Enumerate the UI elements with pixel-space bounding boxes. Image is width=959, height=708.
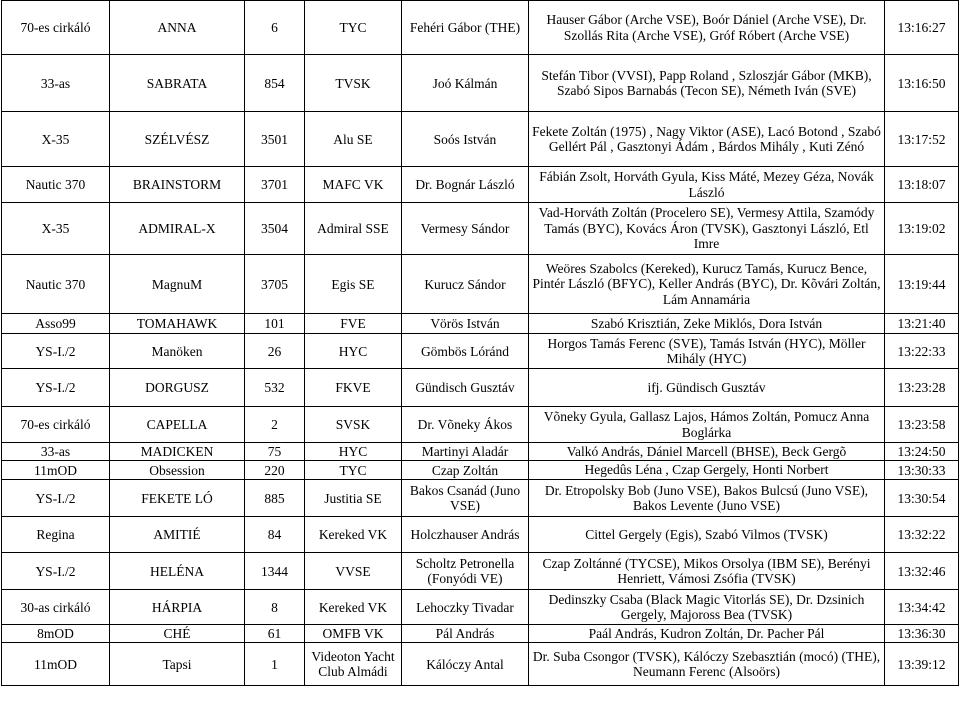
class-cell: Nautic 370 [2, 255, 110, 314]
skipper-cell: Czap Zoltán [402, 461, 529, 480]
table-row [2, 1, 959, 55]
boat-name-cell: ADMIRAL-X [110, 203, 245, 255]
club-cell: TVSK [305, 55, 402, 112]
boat-name-cell: AMITIÉ [110, 517, 245, 553]
class-cell: 30-as cirkáló [2, 590, 110, 625]
boat-name-cell: Manöken [110, 334, 245, 369]
skipper-cell: Fehéri Gábor (THE) [402, 1, 529, 55]
class-cell: 11mOD [2, 461, 110, 480]
crew-cell: Weöres Szabolcs (Kereked), Kurucz Tamás, Kurucz Bence, Pintér László (BFYC), Keller András (BYC), Dr. Kõvári Zoltán, Lám Annamária [529, 255, 885, 314]
time-cell: 13:23:28 [885, 369, 959, 407]
time-cell: 13:36:30 [885, 625, 959, 643]
class-cell: 33-as [2, 443, 110, 461]
time-cell: 13:24:50 [885, 443, 959, 461]
skipper-cell: Scholtz Petronella (Fonyódi VE) [402, 553, 529, 590]
skipper-cell: Kurucz Sándor [402, 255, 529, 314]
crew-cell: Dr. Etropolsky Bob (Juno VSE), Bakos Bulcsú (Juno VSE), Bakos Levente (Juno VSE) [529, 480, 885, 517]
crew-cell: Dedinszky Csaba (Black Magic Vitorlás SE), Dr. Dzsinich Gergely, Majoross Bea (TVSK) [529, 590, 885, 625]
sail-number-cell: 8 [245, 590, 305, 625]
time-cell: 13:16:27 [885, 1, 959, 55]
club-cell: Egis SE [305, 255, 402, 314]
time-cell: 13:23:58 [885, 407, 959, 443]
crew-cell: Stefán Tibor (VVSI), Papp Roland , Szloszjár Gábor (MKB), Szabó Sipos Barnabás (Tecon SE), Németh Iván (SVE) [529, 55, 885, 112]
table-row [2, 625, 959, 643]
table-row [2, 334, 959, 369]
time-cell: 13:39:12 [885, 643, 959, 686]
class-cell: 70-es cirkáló [2, 1, 110, 55]
skipper-cell: Dr. Võneky Ákos [402, 407, 529, 443]
table-row [2, 167, 959, 203]
class-cell: 33-as [2, 55, 110, 112]
class-cell: Nautic 370 [2, 167, 110, 203]
boat-name-cell: Obsession [110, 461, 245, 480]
sail-number-cell: 2 [245, 407, 305, 443]
table-row [2, 461, 959, 480]
club-cell: TYC [305, 461, 402, 480]
sail-number-cell: 101 [245, 314, 305, 334]
table-row [2, 407, 959, 443]
skipper-cell: Soós István [402, 112, 529, 167]
crew-cell: Võneky Gyula, Gallasz Lajos, Hámos Zoltán, Pomucz Anna Boglárka [529, 407, 885, 443]
crew-cell: Hegedûs Léna , Czap Gergely, Honti Norbert [529, 461, 885, 480]
table-row [2, 517, 959, 553]
crew-cell: Horgos Tamás Ferenc (SVE), Tamás István (HYC), Möller Mihály (HYC) [529, 334, 885, 369]
boat-name-cell: HÁRPIA [110, 590, 245, 625]
club-cell: Kereked VK [305, 517, 402, 553]
table-row [2, 369, 959, 407]
crew-cell: Hauser Gábor (Arche VSE), Boór Dániel (Arche VSE), Dr. Szollás Rita (Arche VSE), Gróf Róbert (Arche VSE) [529, 1, 885, 55]
table-row [2, 314, 959, 334]
club-cell: VVSE [305, 553, 402, 590]
skipper-cell: Gündisch Gusztáv [402, 369, 529, 407]
skipper-cell: Vermesy Sándor [402, 203, 529, 255]
table-row [2, 590, 959, 625]
class-cell: X-35 [2, 203, 110, 255]
table-row [2, 55, 959, 112]
results-table [1, 0, 959, 686]
skipper-cell: Gömbös Lóránd [402, 334, 529, 369]
sail-number-cell: 220 [245, 461, 305, 480]
crew-cell: Fábián Zsolt, Horváth Gyula, Kiss Máté, Mezey Géza, Novák László [529, 167, 885, 203]
time-cell: 13:22:33 [885, 334, 959, 369]
sail-number-cell: 61 [245, 625, 305, 643]
club-cell: HYC [305, 334, 402, 369]
time-cell: 13:19:44 [885, 255, 959, 314]
time-cell: 13:32:22 [885, 517, 959, 553]
boat-name-cell: CAPELLA [110, 407, 245, 443]
crew-cell: Paál András, Kudron Zoltán, Dr. Pacher Pál [529, 625, 885, 643]
class-cell: Asso99 [2, 314, 110, 334]
club-cell: Admiral SSE [305, 203, 402, 255]
sail-number-cell: 1 [245, 643, 305, 686]
time-cell: 13:30:33 [885, 461, 959, 480]
table-row [2, 112, 959, 167]
club-cell: Kereked VK [305, 590, 402, 625]
table-row [2, 553, 959, 590]
skipper-cell: Lehoczky Tivadar [402, 590, 529, 625]
skipper-cell: Martinyi Aladár [402, 443, 529, 461]
crew-cell: Cittel Gergely (Egis), Szabó Vilmos (TVSK) [529, 517, 885, 553]
skipper-cell: Joó Kálmán [402, 55, 529, 112]
skipper-cell: Pál András [402, 625, 529, 643]
sail-number-cell: 3705 [245, 255, 305, 314]
table-row [2, 203, 959, 255]
class-cell: YS-I./2 [2, 553, 110, 590]
club-cell: SVSK [305, 407, 402, 443]
boat-name-cell: SZÉLVÉSZ [110, 112, 245, 167]
crew-cell: ifj. Gündisch Gusztáv [529, 369, 885, 407]
table-row [2, 643, 959, 686]
boat-name-cell: DORGUSZ [110, 369, 245, 407]
table-row [2, 255, 959, 314]
club-cell: FKVE [305, 369, 402, 407]
club-cell: OMFB VK [305, 625, 402, 643]
boat-name-cell: ANNA [110, 1, 245, 55]
boat-name-cell: HELÉNA [110, 553, 245, 590]
crew-cell: Szabó Krisztián, Zeke Miklós, Dora István [529, 314, 885, 334]
club-cell: HYC [305, 443, 402, 461]
sail-number-cell: 532 [245, 369, 305, 407]
boat-name-cell: FEKETE LÓ [110, 480, 245, 517]
club-cell: MAFC VK [305, 167, 402, 203]
sail-number-cell: 3701 [245, 167, 305, 203]
boat-name-cell: BRAINSTORM [110, 167, 245, 203]
table-row [2, 480, 959, 517]
boat-name-cell: Tapsi [110, 643, 245, 686]
time-cell: 13:18:07 [885, 167, 959, 203]
class-cell: 11mOD [2, 643, 110, 686]
skipper-cell: Kálóczy Antal [402, 643, 529, 686]
club-cell: FVE [305, 314, 402, 334]
crew-cell: Fekete Zoltán (1975) , Nagy Viktor (ASE), Lacó Botond , Szabó Gellért Pál , Gasztonyi Ádám , Bárdos Mihály , Kuti Zénó [529, 112, 885, 167]
club-cell: Videoton Yacht Club Almádi [305, 643, 402, 686]
time-cell: 13:16:50 [885, 55, 959, 112]
time-cell: 13:21:40 [885, 314, 959, 334]
table-row [2, 443, 959, 461]
crew-cell: Valkó András, Dániel Marcell (BHSE), Beck Gergõ [529, 443, 885, 461]
club-cell: TYC [305, 1, 402, 55]
skipper-cell: Bakos Csanád (Juno VSE) [402, 480, 529, 517]
skipper-cell: Dr. Bognár László [402, 167, 529, 203]
skipper-cell: Vörös István [402, 314, 529, 334]
time-cell: 13:17:52 [885, 112, 959, 167]
time-cell: 13:30:54 [885, 480, 959, 517]
boat-name-cell: TOMAHAWK [110, 314, 245, 334]
boat-name-cell: SABRATA [110, 55, 245, 112]
sail-number-cell: 3501 [245, 112, 305, 167]
crew-cell: Vad-Horváth Zoltán (Procelero SE), Vermesy Attila, Szamódy Tamás (BYC), Kovács Áron (TVSK), Gasztonyi László, Etl Imre [529, 203, 885, 255]
sail-number-cell: 84 [245, 517, 305, 553]
class-cell: YS-I./2 [2, 480, 110, 517]
crew-cell: Czap Zoltánné (TYCSE), Mikos Orsolya (IBM SE), Berényi Henriett, Vámosi Zsófia (TVSK) [529, 553, 885, 590]
sail-number-cell: 26 [245, 334, 305, 369]
club-cell: Alu SE [305, 112, 402, 167]
boat-name-cell: CHÉ [110, 625, 245, 643]
time-cell: 13:19:02 [885, 203, 959, 255]
sail-number-cell: 75 [245, 443, 305, 461]
sail-number-cell: 885 [245, 480, 305, 517]
skipper-cell: Holczhauser András [402, 517, 529, 553]
crew-cell: Dr. Suba Csongor (TVSK), Kálóczy Szebasztián (mocó) (THE), Neumann Ferenc (Alsoörs) [529, 643, 885, 686]
boat-name-cell: MADICKEN [110, 443, 245, 461]
sail-number-cell: 3504 [245, 203, 305, 255]
sail-number-cell: 1344 [245, 553, 305, 590]
boat-name-cell: MagnuM [110, 255, 245, 314]
class-cell: Regina [2, 517, 110, 553]
sail-number-cell: 6 [245, 1, 305, 55]
sail-number-cell: 854 [245, 55, 305, 112]
club-cell: Justitia SE [305, 480, 402, 517]
time-cell: 13:32:46 [885, 553, 959, 590]
class-cell: YS-I./2 [2, 334, 110, 369]
class-cell: 70-es cirkáló [2, 407, 110, 443]
class-cell: YS-I./2 [2, 369, 110, 407]
class-cell: 8mOD [2, 625, 110, 643]
time-cell: 13:34:42 [885, 590, 959, 625]
class-cell: X-35 [2, 112, 110, 167]
